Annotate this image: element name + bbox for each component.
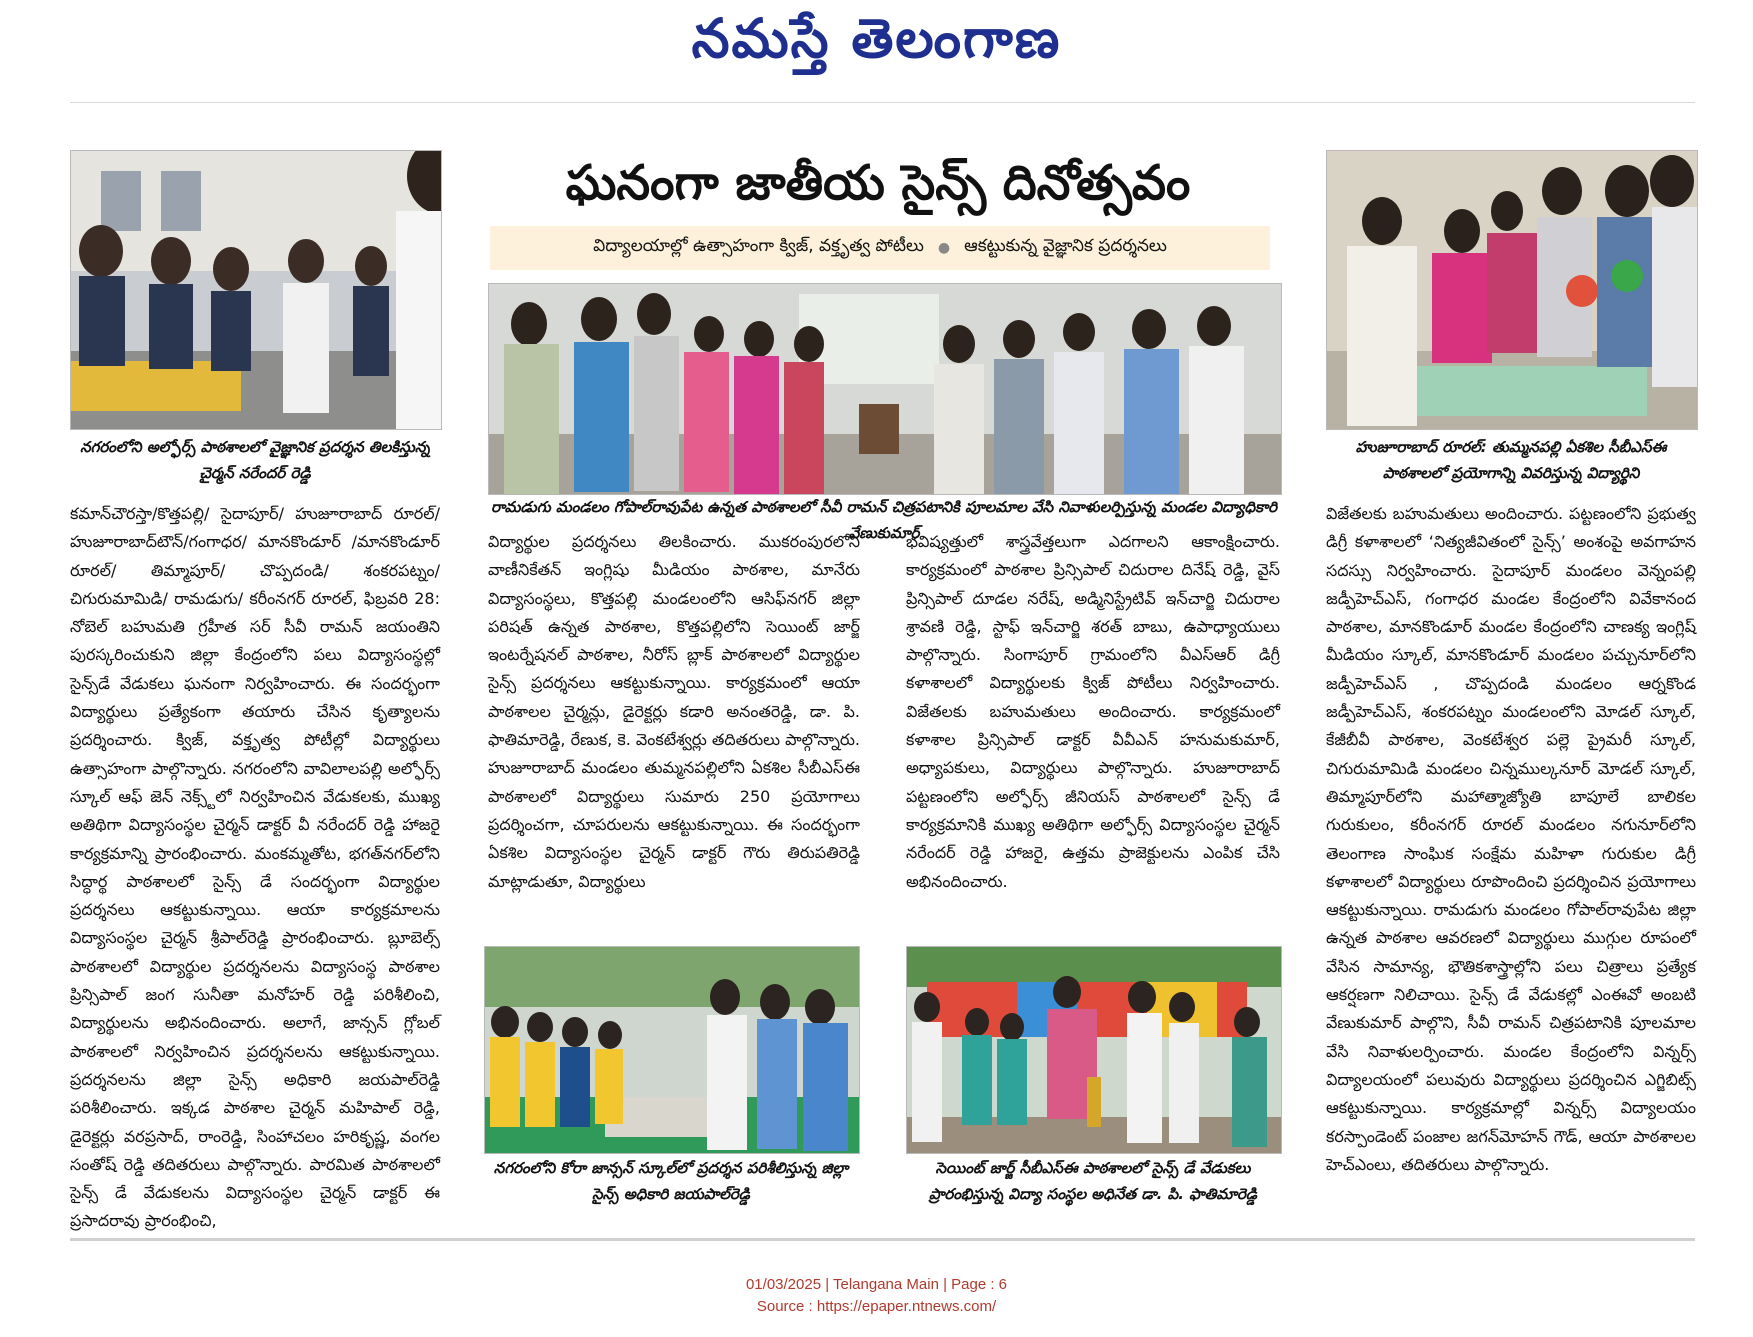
article-column-2: విద్యార్థుల ప్రదర్శనలు తిలకించారు. ముకరంపురలోని వాణీనికేతన్ ఇంగ్లిషు మీడియం పాఠశాల, మానేరు విద్యాసంస్థలు, కొత్తపల్లి మండలంలోని ఆసిఫ్‌నగర్ జిల్లా పరిషత్ ఉన్నత పాఠశాల, కొత్తపల్లిలోని సెయింట్ జార్జ్ ఇంటర్నేషనల్ పాఠశాల, నీరోస్ బ్లాక్ పాఠశాలలో విద్యార్థుల సైన్స్ ప్రదర్శనలు ఆకట్టుకున్నాయి. కార్యక్రమంలో ఆయా పాఠశాలల చైర్మన్లు, డైరెక్టర్లు కడారి అనంతరెడ్డి, డా. పి. ఫాతిమారెడ్డి, రేణుక, కె. వెంకటేశ్వర్లు తదితరులు పాల్గొన్నారు. హుజూరాబాద్ మండలం తుమ్మనపల్లిలోని ఏకశిల సీబీఎస్‌ఈ పాఠశాలలో విద్యార్థులు సుమారు 250 ప్రయోగాలు ప్రదర్శించగా, చూపరులను ఆకట్టుకున్నాయి. ఈ సందర్భంగా ఏకశిల విద్యాసంస్థల చైర్మన్ డాక్టర్ గౌరు తిరుపతిరెడ్డి మాట్లాడుతూ, విద్యార్థులు xyxy=(488,532,861,891)
footer-date-edition: 01/03/2025 | Telangana Main | Page : 6 xyxy=(745,1276,1008,1293)
caption-center: రామడుగు మండలం గోపాల్‌రావుపేట ఉన్నత పాఠశాలలో సీవీ రామన్ చిత్రపటానికి పూలమాల వేసి నివాళులర్పిస్తున్న మండల విద్యాధికారి వేణుకుమార్ xyxy=(490,498,1278,542)
photo-cv-raman-tribute xyxy=(488,283,1282,495)
newspaper-masthead: నమస్తే తెలంగాణ xyxy=(691,6,1062,70)
page-bottom-divider xyxy=(70,1238,1695,1241)
photo-johnson-school-exhibition xyxy=(484,946,860,1154)
bullet-icon: ● xyxy=(937,240,951,256)
photo-ekashila-experiment xyxy=(1326,150,1698,430)
caption-top-right: హుజూరాబాద్ రూరల్: తుమ్మనపల్లి ఏకశిల సీబీఎస్‌ఈ పాఠశాలలో ప్రయోగాన్ని వివరిస్తున్న విద్యార్థిని xyxy=(1355,438,1667,482)
caption-bottom-right: సెయింట్ జార్జ్ సీబీఎస్‌ఈ పాఠశాలలో సైన్స్ డే వేడుకలు ప్రారంభిస్తున్న విద్యా సంస్థల అధినేత డా. పి. ఫాతిమారెడ్డి xyxy=(928,1159,1258,1203)
caption-bottom-left: నగరంలోని కోరా జాన్సన్ స్కూల్‌లో ప్రదర్శన పరిశీలిస్తున్న జిల్లా సైన్స్ అధికారి జయపాల్‌రెడ్డి xyxy=(493,1159,849,1203)
photo-st-george-science-day xyxy=(906,946,1282,1154)
subhead-left: విద్యాలయాల్లో ఉత్సాహంగా క్విజ్, వక్తృత్వ పోటీలు xyxy=(593,236,924,256)
article-column-3: భవిష్యత్తులో శాస్త్రవేత్తలుగా ఎదగాలని ఆకాంక్షించారు. కార్యక్రమంలో పాఠశాల ప్రిన్సిపాల్ చిదురాల దినేష్ రెడ్డి, వైస్ ప్రిన్సిపాల్ దూడల నరేష్, అడ్మినిస్ట్రేటివ్ ఇన్‌చార్జి చిదురాల శ్రావణి రెడ్డి, స్టాఫ్ ఇన్‌చార్జి శరత్ బాబు, ఉపాధ్యాయులు పాల్గొన్నారు. సింగాపూర్ గ్రామంలోని వీఎస్‌ఆర్ డిగ్రీ కళాశాలలో విద్యార్థులకు క్విజ్ పోటీలు నిర్వహించారు. విజేతలకు బహుమతులు అందించారు. కార్యక్రమంలో కళాశాల ప్రిన్సిపాల్ డాక్టర్ వీవీఎన్ హనుమకుమార్, అధ్యాపకులు, విద్యార్థులు పాల్గొన్నారు. హుజూరాబాద్ పట్టణంలోని అల్ఫోర్స్ జీనియస్ పాఠశాలలో సైన్స్ డే కార్యక్రమానికి ముఖ్య అతిథిగా అల్ఫోర్స్ విద్యాసంస్థల చైర్మన్ నరేందర్ రెడ్డి హాజరై, ఉత్తమ ప్రాజెక్టులను ఎంపిక చేసి అభినందించారు. xyxy=(906,532,1280,891)
footer-source-link[interactable]: Source : https://epaper.ntnews.com/ xyxy=(756,1298,997,1315)
subheadline xyxy=(490,226,1270,270)
article-column-1: కమాన్‌చౌరస్తా/కొత్తపల్లి/ సైదాపూర్/ హుజూరాబాద్ రూరల్/హుజూరాబాద్‌టౌన్/గంగాధర/ మానకొండూర్ /మానకొండూర్ రూరల్/ తిమ్మాపూర్/ చొప్పదండి/ శంకరపట్నం/ చిగురుమామిడి/ రామడుగు/ కరీంనగర్ రూరల్, ఫిబ్రవరి 28: నోబెల్ బహుమతి గ్రహీత సర్ సీవీ రామన్ జయంతిని పురస్కరించుకుని జిల్లా కేంద్రంలోని పలు విద్యాసంస్థల్లో సైన్స్‌డే వేడుకలు ఘనంగా నిర్వహించారు. ఈ సందర్భంగా విద్యార్థులు ప్రత్యేకంగా తయారు చేసిన కృత్యాలను ప్రదర్శించారు. క్విజ్, వక్తృత్వ పోటీల్లో విద్యార్థులు ఉత్సాహంగా పాల్గొన్నారు. నగరంలోని వావిలాలపల్లి అల్ఫోర్స్ స్కూల్ ఆఫ్ జెన్ నెక్స్ట్‌లో నిర్వహించిన వేడుకలకు, ముఖ్య అతిథిగా విద్యాసంస్థల చైర్మన్ డాక్టర్ వీ నరేందర్ రెడ్డి హాజరై కార్యక్రమాన్ని ప్రారంభించారు. మంకమ్మతోట, భగత్‌నగర్‌లోని సిద్ధార్థ పాఠశాలలో సైన్స్ డే సందర్భంగా విద్యార్థుల ప్రదర్శనలు ఆకట్టుకున్నాయి. ఆయా కార్యక్రమాలను విద్యాసంస్థల చైర్మన్ శ్రీపాల్‌రెడ్డి ప్రారంభించారు. బ్లూబెల్స్ పాఠశాలలో విద్యార్థుల ప్రదర్శనలను విద్యాసంస్థ పాఠశాల ప్రిన్సిపాల్ జంగ సునీతా మనోహర్ రెడ్డి పరిశీలించి, విద్యార్థులను అభినందించారు. అలాగే, జాన్సన్ గ్లోబల్ పాఠశాలలో నిర్వహించిన ప్రదర్శనలను ఆకట్టుకున్నాయి. ప్రదర్శనలను జిల్లా సైన్స్ అధికారి జయపాల్‌రెడ్డి పరిశీలించారు. ఇక్కడ పాఠశాల చైర్మన్ మహిపాల్ రెడ్డి, డైరెక్టర్లు వరప్రసాద్, రాంరెడ్డి, సింహాచలం హరికృష్ణ, వంగల సంతోష్ రెడ్డి తదితరులు పాల్గొన్నారు. పారమిత పాఠశాలలో సైన్స్ డే వేడుకలను విద్యాసంస్థల చైర్మన్ డాక్టర్ ఈ ప్రసాదరావు ప్రారంభించి, xyxy=(70,504,440,1231)
headline: ఘనంగా జాతీయ సైన్స్ దినోత్సవం xyxy=(565,155,1191,211)
caption-top-left: నగరంలోని అల్ఫోర్స్ పాఠశాలలో వైజ్ఞానిక ప్రదర్శన తిలకిస్తున్న చైర్మన్ నరేందర్ రెడ్డి xyxy=(80,438,430,482)
masthead-divider xyxy=(70,102,1695,103)
photo-alphores-exhibition xyxy=(70,150,442,430)
article-column-4: విజేతలకు బహుమతులు అందించారు. పట్టణంలోని ప్రభుత్వ డిగ్రీ కళాశాలలో ‘నిత్యజీవితంలో సైన్స్’ అంశంపై అవగాహన సదస్సు నిర్వహించారు. సైదాపూర్ మండలం వెన్నంపల్లి జడ్పీహెచ్‌ఎస్, గంగాధర మండల కేంద్రంలోని వివేకానంద పాఠశాల, మానకొండూర్ మండల కేంద్రంలోని చాణక్య ఇంగ్లిష్ మీడియం స్కూల్, మానకొండూర్ మండలం పచ్చునూర్‌లోని జడ్పీహెచ్‌ఎస్ , చొప్పదండి మండలం ఆర్నకొండ జడ్పీహెచ్‌ఎస్, శంకరపట్నం మండలంలోని మోడల్ స్కూల్, కేజీబీవీ పాఠశాల, వెంకటేశ్వర పల్లె ప్రైమరీ స్కూల్, చిగురుమామిడి మండలం చిన్నముల్కనూర్ మోడల్ స్కూల్, తిమ్మాపూర్‌లోని మహాత్మాజ్యోతి బాపూలే బాలికల గురుకులం, కరీంనగర్ రూరల్ మండలం నగునూర్‌లోని తెలంగాణ సాంఘిక సంక్షేమ మహిళా గురుకుల డిగ్రీ కళాశాలలో విద్యార్థులు రూపొందించి ప్రదర్శించిన ప్రయోగాలు ఆకట్టుకున్నాయి. రామడుగు మండలం గోపాల్‌రావుపేట జిల్లా ఉన్నత పాఠశాల ఆవరణలో విద్యార్థులు ముగ్గుల రూపంలో వేసిన సామాన్య, భౌతికశాస్త్రాల్లోని పలు చిత్రాలు ప్రత్యేక ఆకర్షణగా నిలిచాయి. సైన్స్ డే వేడుకల్లో ఎంఈవో అంబటి వేణుకుమార్ పాల్గొని, సీవీ రామన్ చిత్రపటానికి పూలమాల వేసి నివాళులర్పించారు. మండల కేంద్రంలోని విన్నర్స్ విద్యాలయంలో పలువురు విద్యార్థులు ప్రదర్శించిన ఎగ్జిబిట్స్ ఆకట్టుకున్నాయి. కార్యక్రమాల్లో విన్నర్స్ విద్యాలయం కరస్పాండెంట్ పంజాల జగన్‌మోహన్ గౌడ్, ఆయా పాఠశాలల హెచ్‌ఎంలు, తదితరులు పాల్గొన్నారు. xyxy=(1326,504,1696,1174)
subhead-right: ఆకట్టుకున్న వైజ్ఞానిక ప్రదర్శనలు xyxy=(964,236,1167,256)
